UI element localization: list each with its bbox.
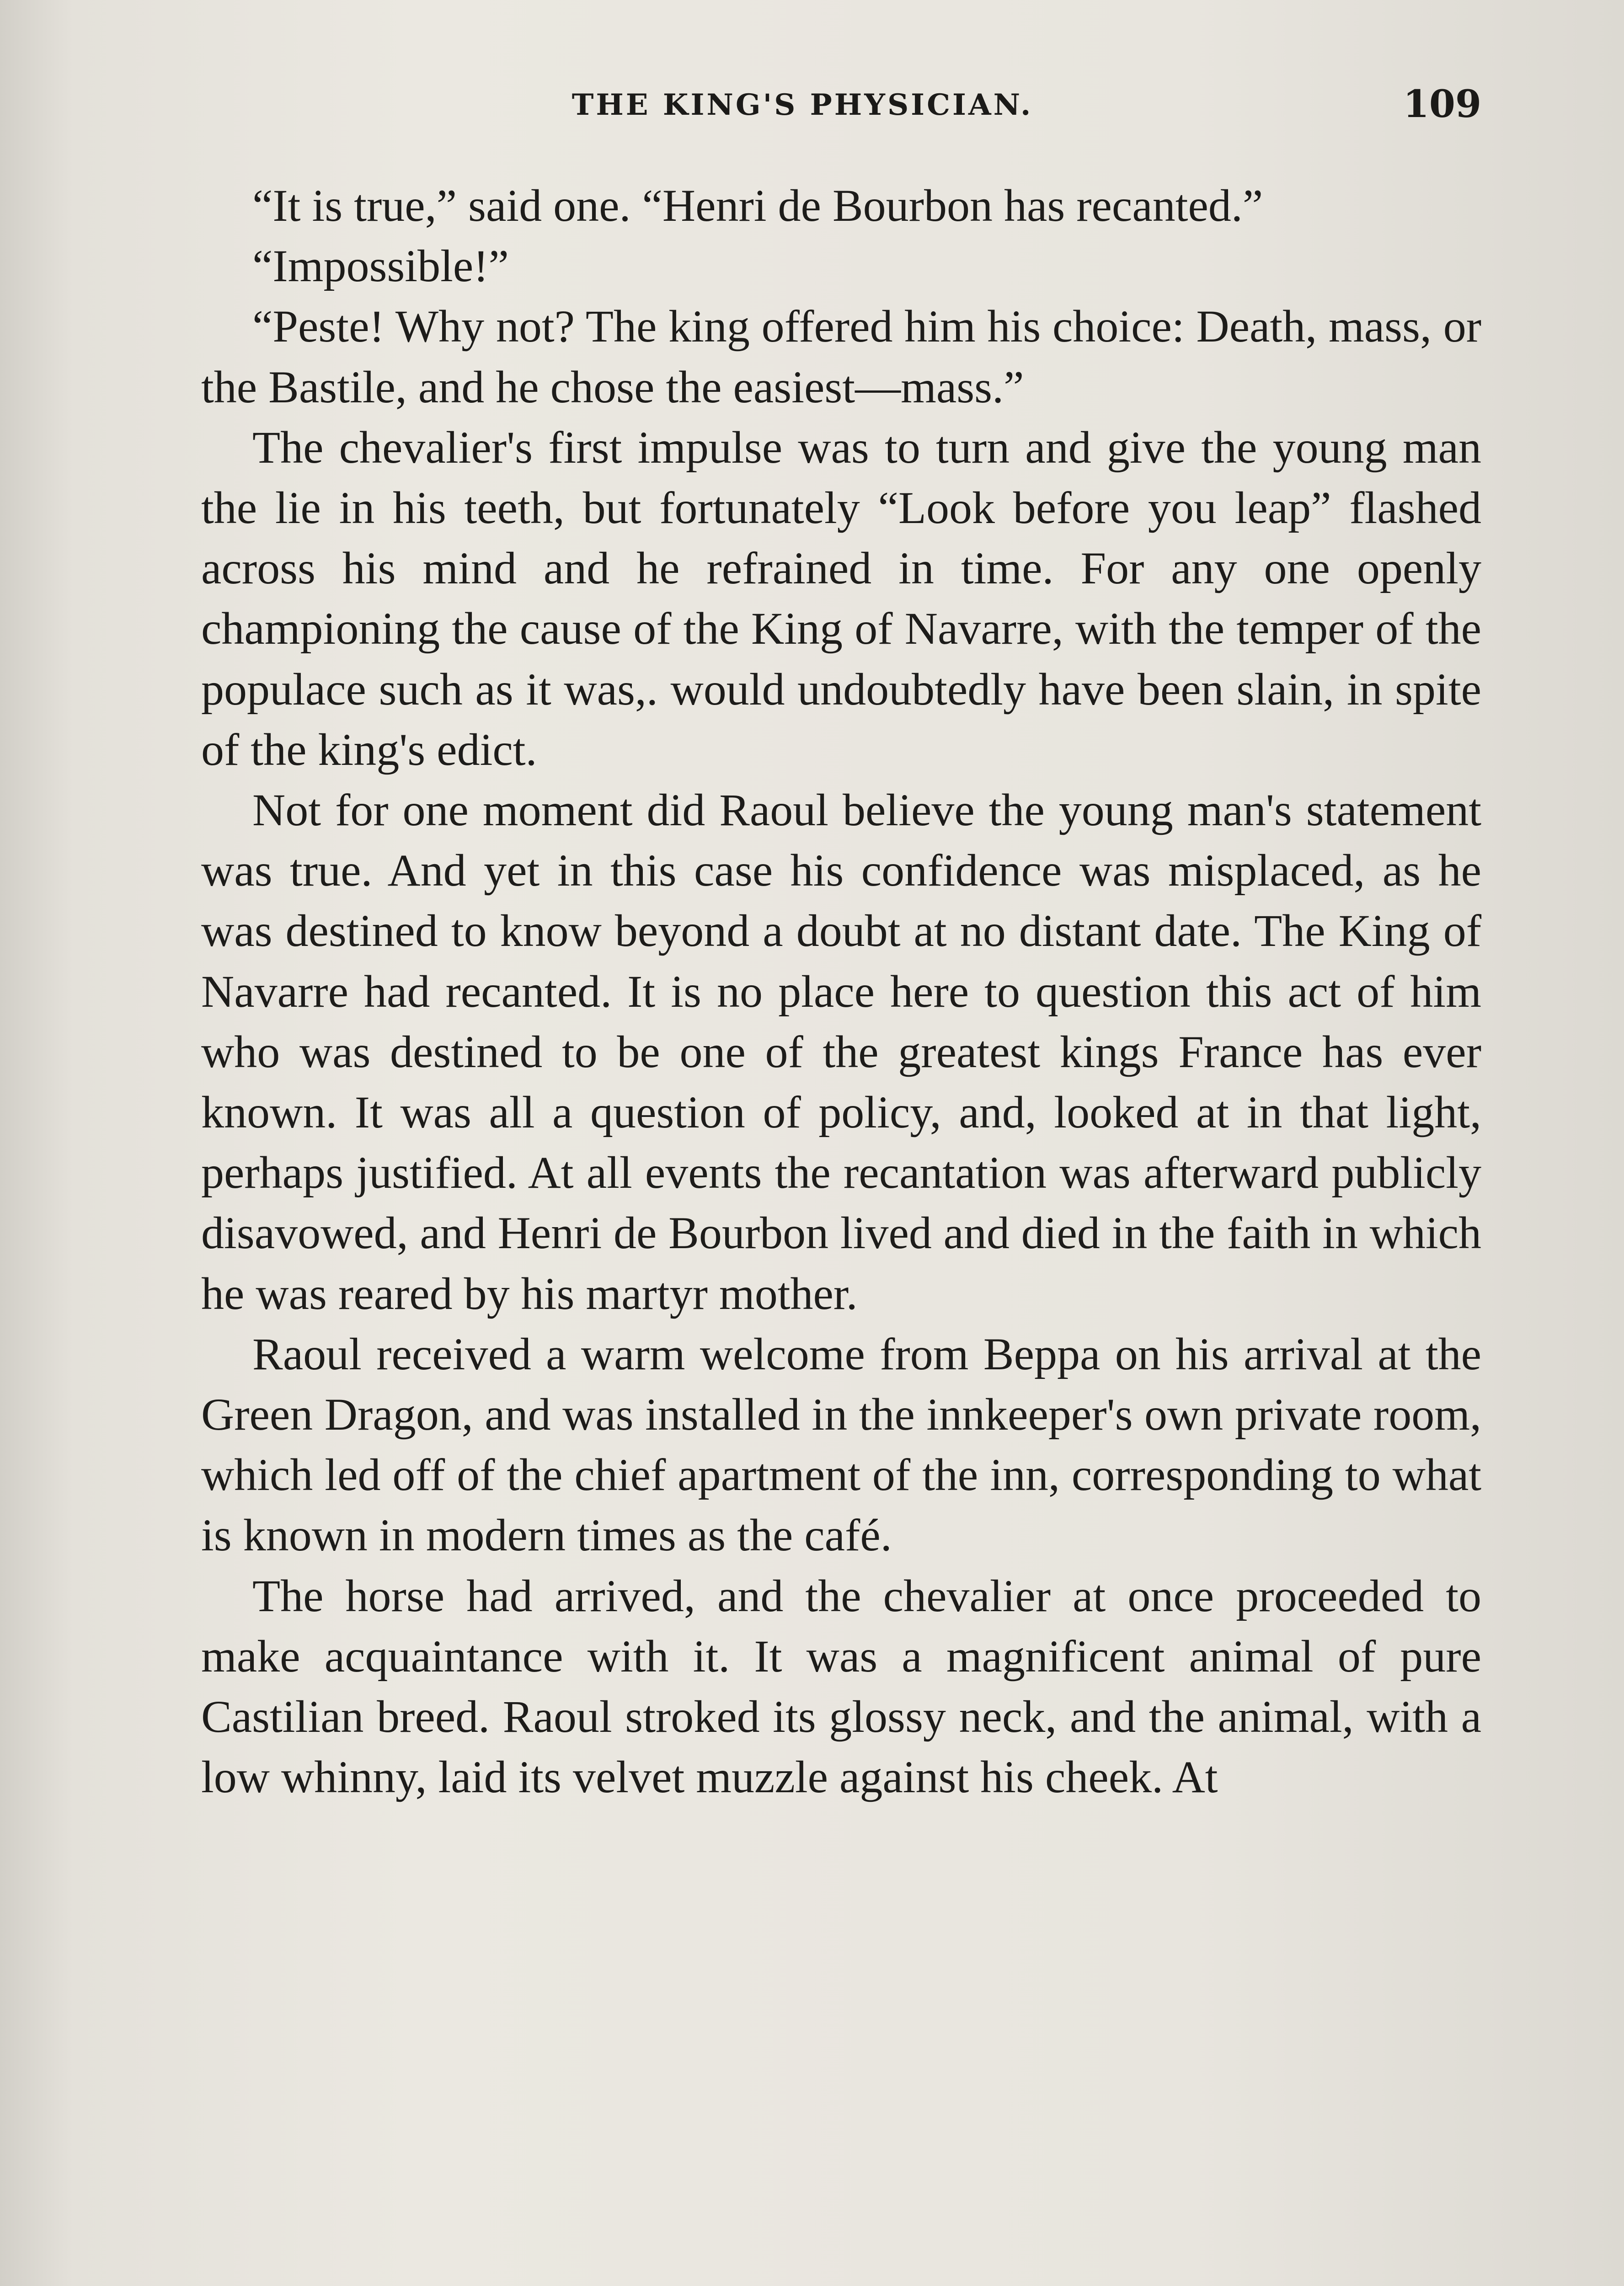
running-head	[201, 82, 1481, 133]
body-text	[201, 176, 1481, 1807]
running-head-title: THE KING'S PHYSICIAN.	[572, 88, 1033, 122]
paragraph: The chevalier's first impulse was to turn and give the young man the lie in his teeth, but fortunately “Look before you leap” flashed across his mind and he refrained in time. For any one openly championing the cause of the King of Navarre, with the temper of the populace such as it was,. would undoubtedly have been slain, in spite of the king's edict.	[201, 422, 1481, 775]
paragraph: “Peste! Why not? The king offered him his choice: Death, mass, or the Bastile, and he chose the easiest—mass.”	[201, 301, 1481, 412]
paragraph: Raoul received a warm welcome from Beppa on his arrival at the Green Dragon, and was installed in the innkeeper's own private room, which led off of the chief apartment of the inn, corresponding to what is known in modern times as the café.	[201, 1328, 1481, 1561]
paragraph: “Impossible!”	[252, 240, 509, 292]
page-number: 109	[1403, 82, 1481, 126]
paragraph: “It is true,” said one. “Henri de Bourbon has recanted.”	[252, 180, 1263, 231]
paragraph: Not for one moment did Raoul believe the young man's statement was true. And yet in this case his confidence was misplaced, as he was destined to know beyond a doubt at no distant date. The King of Navarre had recanted. It is no place here to question this act of him who was destined to be one of the greatest kings France has ever known. It was all a question of policy, and, looked at in that light, perhaps justified. At all events the recantation was afterward publicly disavowed, and Henri de Bourbon lived and died in the faith in which he was reared by his martyr mother.	[201, 785, 1481, 1319]
paragraph: The horse had arrived, and the chevalier at once proceeded to make acquaintance with it. It was a magnificent animal of pure Castilian breed. Raoul stroked its glossy neck, and the animal, with a low whinny, laid its velvet muzzle against his cheek. At	[201, 1570, 1481, 1803]
